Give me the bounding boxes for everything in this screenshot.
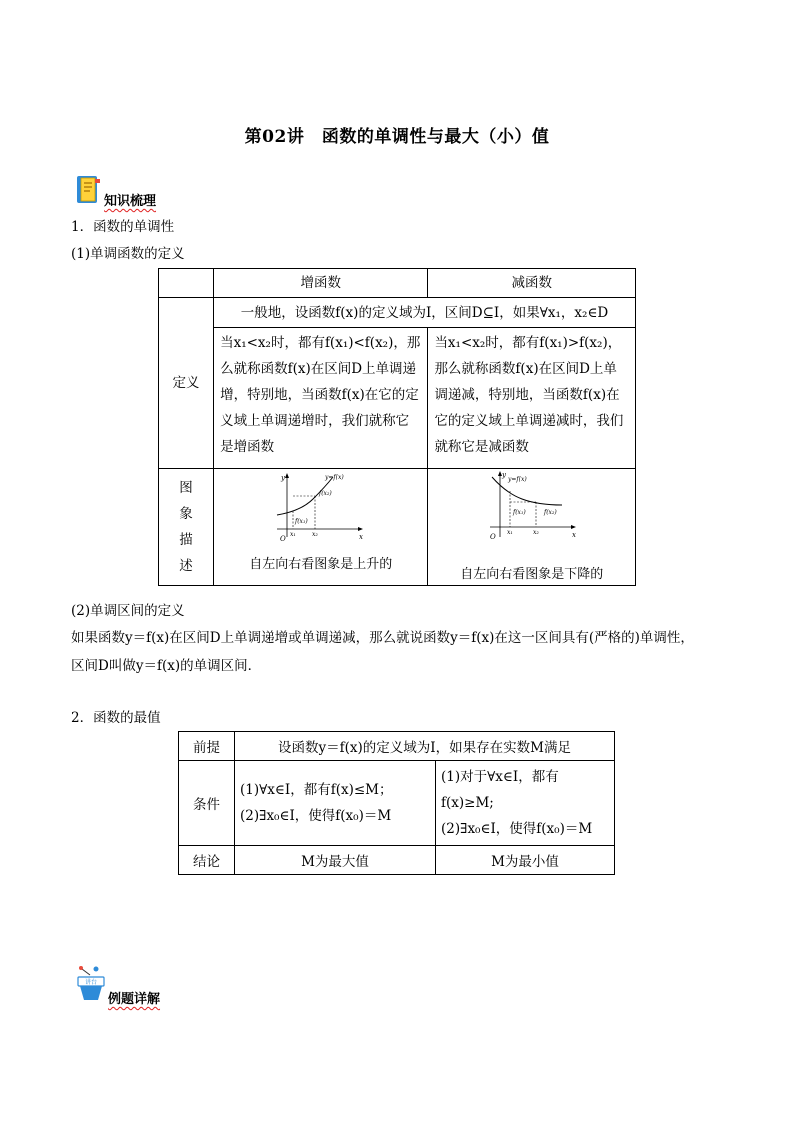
subheading-monotonic-interval: (2)单调区间的定义 <box>71 603 185 619</box>
max-conditions <box>235 761 436 846</box>
row-header-premise: 前提 <box>179 732 235 761</box>
col-header-decreasing: 减函数 <box>428 269 636 298</box>
max-result: M为最大值 <box>235 846 436 875</box>
interval-paragraph-line2: 区间D叫做y＝f(x)的单调区间． <box>71 658 262 674</box>
graph-origin-label: O <box>489 533 496 541</box>
common-premise: 一般地，设函数f(x)的定义域为I，区间D⊆I，如果∀x₁，x₂∈D <box>214 298 636 328</box>
graph-fx1-label: f(x₁) <box>294 518 308 525</box>
graph-y-label: y <box>280 474 285 482</box>
graph-x2-label: x₂ <box>311 531 318 538</box>
lectern-icon-text: 讲台 <box>84 979 98 986</box>
lectern-icon <box>76 965 106 1007</box>
graph-x2-label: x₂ <box>532 529 539 536</box>
table-corner <box>159 269 214 298</box>
section-header-examples <box>76 965 160 1007</box>
subheading-monotonic-def: (1)单调函数的定义 <box>71 246 185 262</box>
increasing-definition: 当x₁<x₂时，都有f(x₁)<f(x₂)，那么就称函数f(x)在区间D上单调递增，特别地，当函数f(x)在它的定义域上单调递增时，我们就称它是增函数 <box>214 328 428 469</box>
row-header-condition: 条件 <box>179 761 235 846</box>
decreasing-function-graph <box>482 471 582 543</box>
graph-fx1-label: f(x₁) <box>512 509 526 516</box>
graph-x-label: x <box>571 531 576 539</box>
decreasing-graph-cell <box>428 469 636 586</box>
decreasing-graph-caption: 自左向右看图象是下降的 <box>460 567 604 582</box>
row-header-definition: 定义 <box>159 298 214 469</box>
max-condition-1: (1)∀x∈I，都有f(x)≤M； <box>240 782 393 798</box>
book-icon <box>76 175 102 209</box>
interval-paragraph-line1: 如果函数y＝f(x)在区间D上单调递增或单调递减，那么就说函数y＝f(x)在这一区间具有(严格的)单调性， <box>71 630 694 646</box>
decreasing-definition: 当x₁<x₂时，都有f(x₁)>f(x₂)，那么就称函数f(x)在区间D上单调递减，特别地，当函数f(x)在它的定义域上单调递减时，我们就称它是减函数 <box>428 328 636 469</box>
extrema-table <box>178 731 615 875</box>
section-header-knowledge <box>76 175 156 209</box>
increasing-graph-cell <box>214 469 428 586</box>
min-conditions <box>436 761 615 846</box>
graph-curve-label: y=f(x) <box>324 474 344 481</box>
row-header-graph: 图 象 描 述 <box>159 469 214 586</box>
graph-origin-label: O <box>279 535 286 543</box>
min-condition-1: (1)对于∀x∈I，都有f(x)≥M; <box>441 769 559 811</box>
graph-x-label: x <box>358 533 363 541</box>
increasing-function-graph <box>271 471 371 543</box>
section-label-examples: 例题详解 <box>108 992 161 1007</box>
section-label-knowledge: 知识梳理 <box>104 194 157 209</box>
min-result: M为最小值 <box>436 846 615 875</box>
col-header-increasing: 增函数 <box>214 269 428 298</box>
increasing-graph-caption: 自左向右看图象是上升的 <box>249 557 393 572</box>
monotonic-definition-table <box>158 268 636 586</box>
heading-monotonicity: 1．函数的单调性 <box>71 219 175 235</box>
row-header-conclusion: 结论 <box>179 846 235 875</box>
graph-curve-label: y=f(x) <box>507 476 527 483</box>
graph-fx2-label: f(x₂) <box>543 509 557 516</box>
min-condition-2: (2)∃x₀∈I，使得f(x₀)＝M <box>441 821 593 837</box>
graph-y-label: y <box>501 471 506 479</box>
heading-extrema: 2．函数的最值 <box>71 710 161 726</box>
page-title: 第02讲 函数的单调性与最大（小）值 <box>244 127 550 147</box>
extrema-premise: 设函数y＝f(x)的定义域为I，如果存在实数M满足 <box>235 732 615 761</box>
graph-x1-label: x₁ <box>289 531 296 538</box>
max-condition-2: (2)∃x₀∈I，使得f(x₀)＝M <box>240 808 392 824</box>
graph-fx2-label: f(x₂) <box>318 490 332 497</box>
graph-x1-label: x₁ <box>506 529 513 536</box>
